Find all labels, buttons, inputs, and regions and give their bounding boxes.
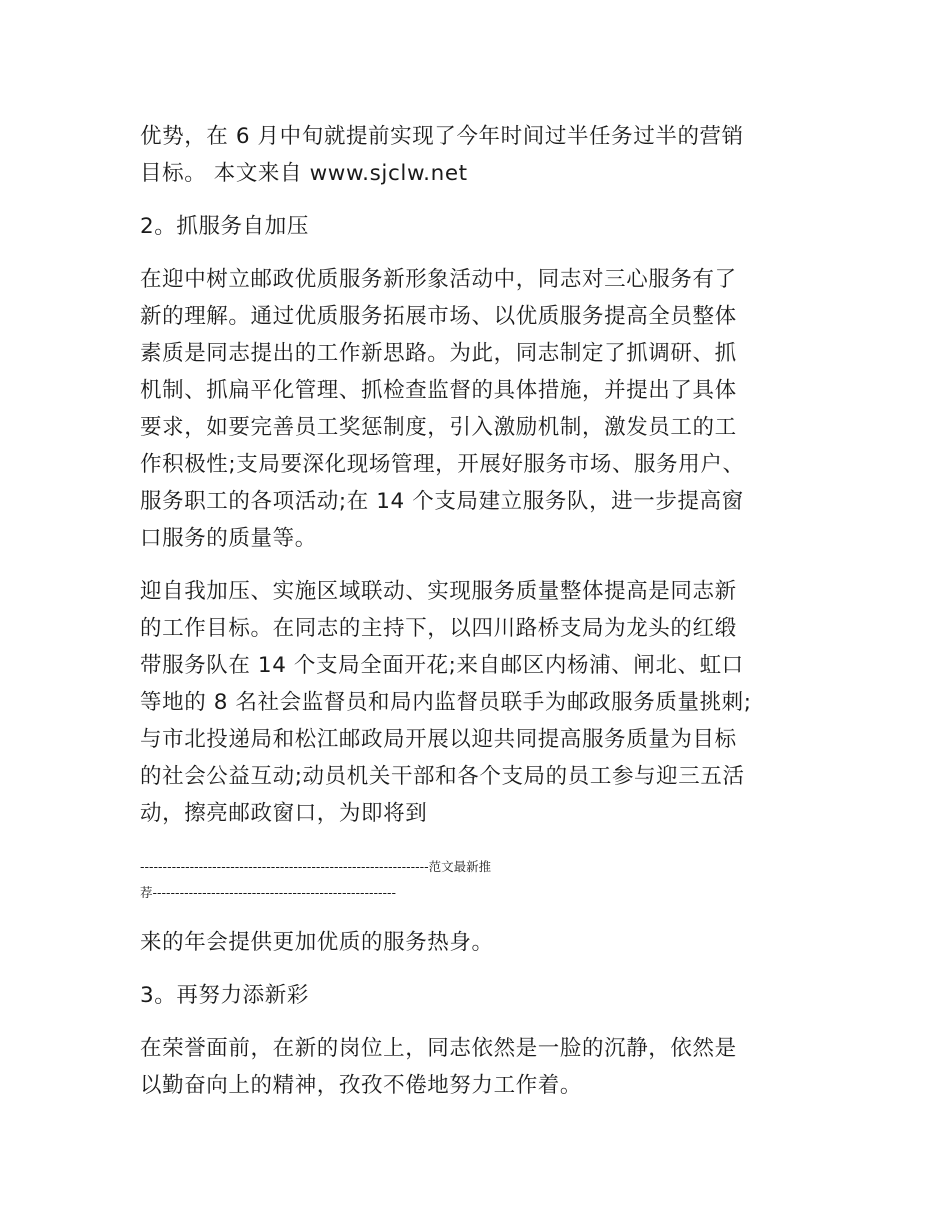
document-body <box>140 118 820 1104</box>
paragraph-service: 在迎中树立邮政优质服务新形象活动中，同志对三心服务有了 新的理解。通过优质服务拓展市场、以优质服务提高全员整体 素质是同志提出的工作新思路。为此，同志制定了抓调研、抓 机制、抓扁平化管理、抓检查监督的具体措施，并提出了具体 要求，如要完善员工奖惩制度，引入激励机制，激发员工的工 作积极性;支局要深化现场管理，开展好服务市场、服务用户、 服务职工的各项活动;在 14 个支局建立服务队，进一步提高窗 口服务的质量等。 <box>140 267 745 551</box>
paragraph-goals: 迎自我加压、实施区域联动、实现服务质量整体提高是同志新 的工作目标。在同志的主持下，以四川路桥支局为龙头的红缎 带服务队在 14 个支局全面开花;来自邮区内杨浦、闸北、虹口 等地的 8 名社会监督员和局内监督员联手为邮政服务质量挑刺; 与市北投递局和松江邮政局开展以迎共同提高服务质量为目标 的社会公益互动;动员机关干部和各个支局的员工参与迎三五活 动，擦亮邮政窗口，为即将到 <box>140 579 752 826</box>
paragraph-continuation: 来的年会提供更加优质的服务热身。 <box>140 930 494 955</box>
recommendation-divider: ----------------------------------------------------------------范文最新推 荐------------------------------------------------------ <box>140 859 492 900</box>
paragraph-closing: 在荣誉面前，在新的岗位上，同志依然是一脸的沉静，依然是 以勤奋向上的精神，孜孜不倦地努力工作着。 <box>140 1036 737 1098</box>
section-heading-3: 3。再努力添新彩 <box>140 983 309 1008</box>
section-heading-2: 2。抓服务自加压 <box>140 214 309 239</box>
paragraph-intro: 优势，在 6 月中旬就提前实现了今年时间过半任务过半的营销 目标。 本文来自 www.sjclw.net <box>140 124 744 186</box>
